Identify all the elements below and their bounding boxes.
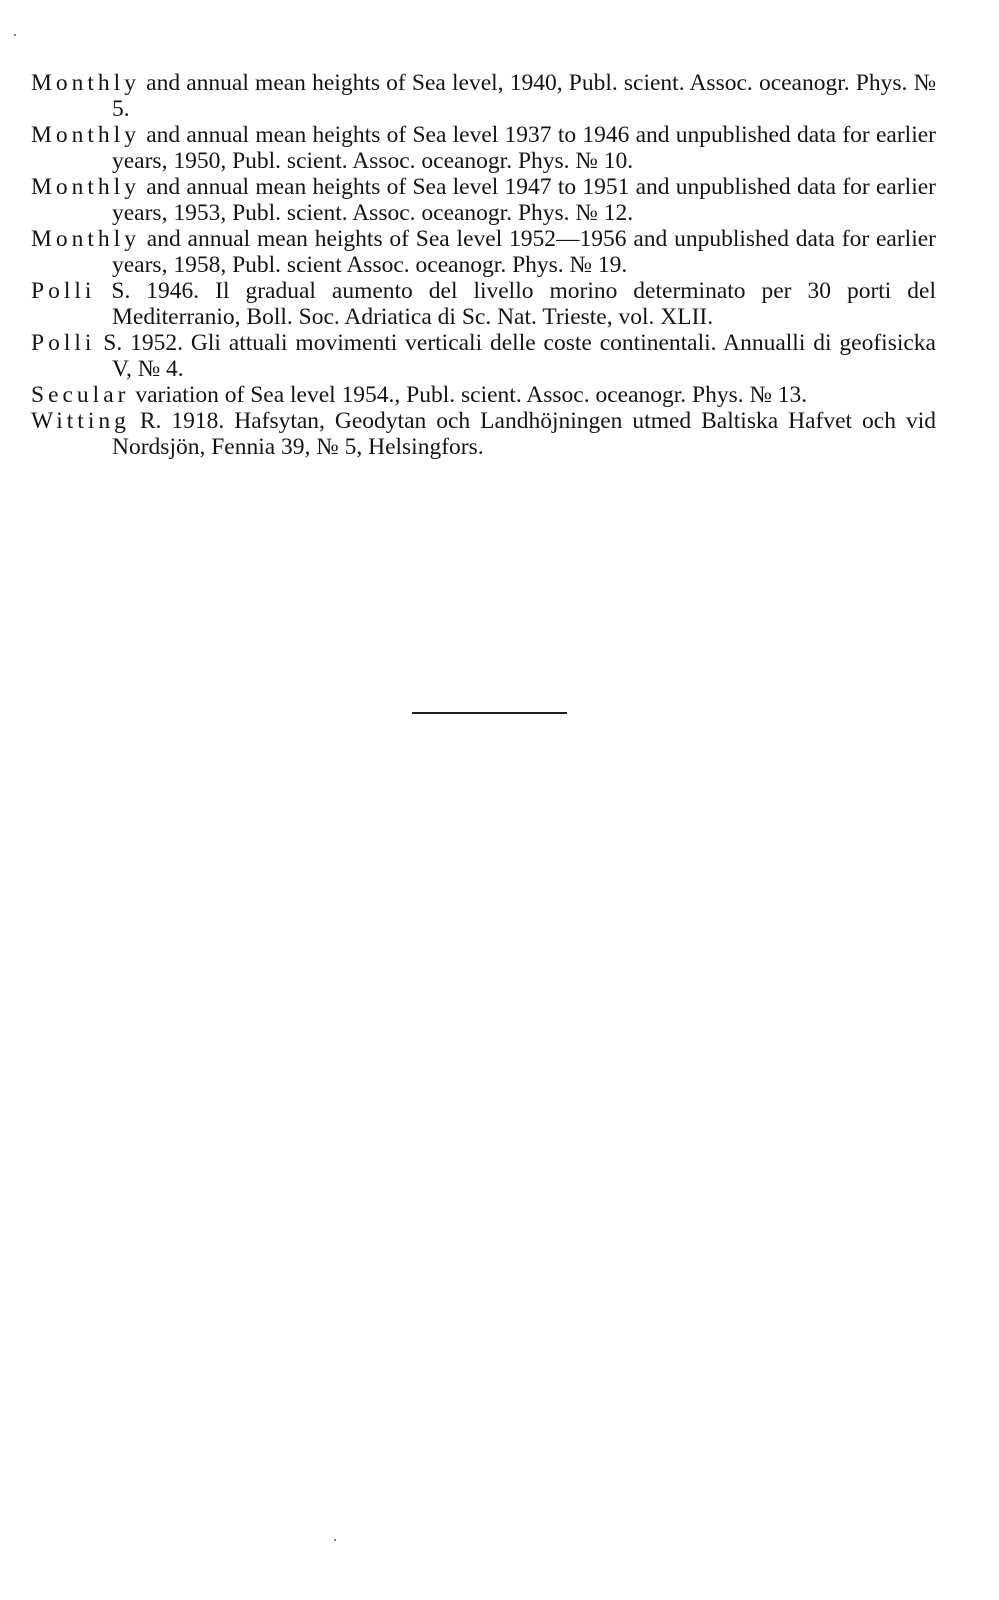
reference-entry <box>31 330 936 382</box>
reference-author: Monthly <box>31 174 140 200</box>
scan-speck <box>334 1539 336 1541</box>
reference-text: and annual mean heights of Sea level, 1940, Publ. scient. Assoc. oceanogr. Phys. № 5. <box>112 70 936 122</box>
reference-author: Secular <box>31 382 130 408</box>
section-divider <box>412 712 567 714</box>
reference-author: Polli <box>31 330 96 356</box>
reference-text: and annual mean heights of Sea level 1952—1956 and unpublished data for earlier years, 1958, Publ. scient Assoc. oceanogr. Phys. № 19. <box>112 226 936 278</box>
reference-entry <box>31 278 936 330</box>
reference-text: S. 1946. Il gradual aumento del livello morino determinato per 30 porti del Mediterranio, Boll. Soc. Adriatica di Sc. Nat. Trieste, vol. XLII. <box>95 278 936 330</box>
reference-list <box>31 70 936 460</box>
reference-entry <box>31 174 936 226</box>
reference-text: R. 1918. Hafsytan, Geodytan och Landhöjningen utmed Baltiska Hafvet och vid Nordsjön, Fennia 39, № 5, Helsingfors. <box>112 408 936 460</box>
reference-entry <box>31 122 936 174</box>
reference-text: and annual mean heights of Sea level 1937 to 1946 and unpublished data for earlier years, 1950, Publ. scient. Assoc. oceanogr. Phys. № 10. <box>112 122 936 174</box>
reference-text: S. 1952. Gli attuali movimenti verticali delle coste continentali. Annualli di geofisicka V, № 4. <box>95 330 936 382</box>
reference-entry <box>31 226 936 278</box>
reference-author: Witting <box>31 408 130 434</box>
reference-text: variation of Sea level 1954., Publ. scient. Assoc. oceanogr. Phys. № 13. <box>129 382 808 408</box>
reference-entry <box>31 382 936 408</box>
reference-entry <box>31 408 936 460</box>
reference-author: Monthly <box>31 122 140 148</box>
reference-author: Polli <box>31 278 96 304</box>
reference-author: Monthly <box>31 70 140 96</box>
reference-author: Monthly <box>31 226 140 252</box>
reference-text: and annual mean heights of Sea level 1947 to 1951 and unpublished data for earlier years, 1953, Publ. scient. Assoc. oceanogr. Phys. № 12. <box>112 174 936 226</box>
scan-speck <box>14 34 16 36</box>
reference-entry <box>31 70 936 122</box>
